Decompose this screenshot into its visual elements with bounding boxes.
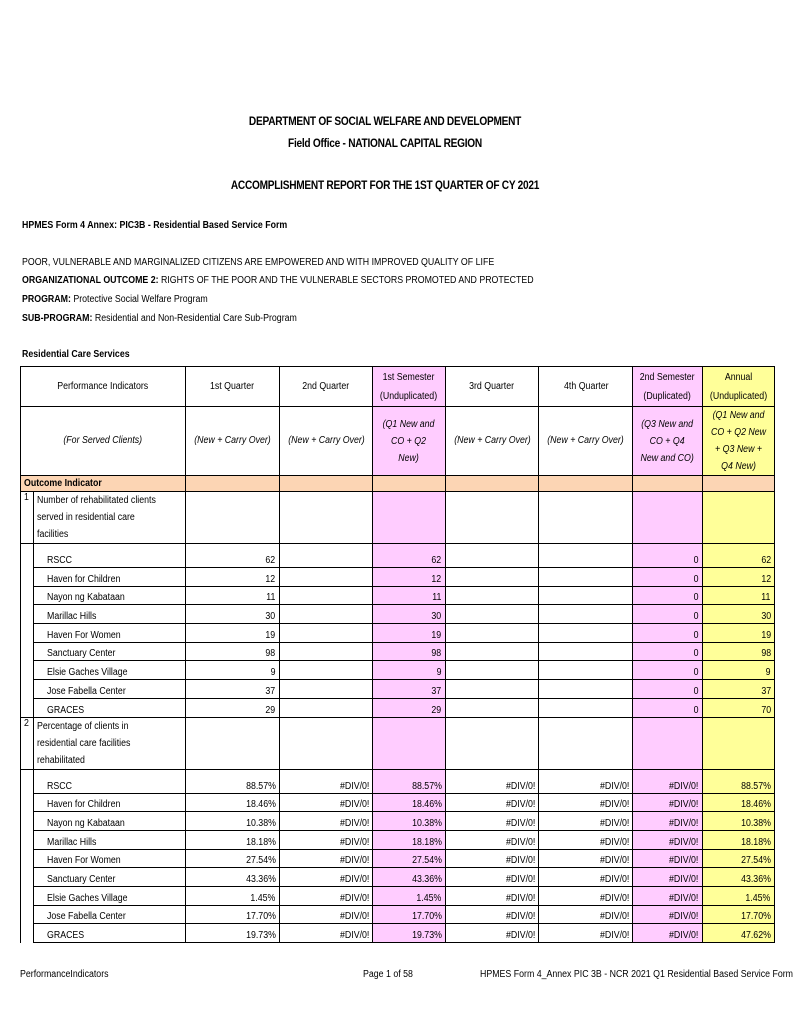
facility-name: Haven for Children	[33, 568, 185, 587]
program-label: PROGRAM:	[22, 294, 71, 305]
value-q3: #DIV/0!	[445, 886, 539, 905]
outcome-text: RIGHTS OF THE POOR AND THE VULNERABLE SECTORS PROMOTED AND PROTECTED	[161, 275, 534, 286]
row-spacer	[21, 698, 34, 717]
outcome-indicator-label: Outcome Indicator	[21, 476, 186, 492]
value-q4	[539, 586, 633, 605]
value-s1: 29	[373, 698, 445, 717]
value-s2: 0	[633, 642, 702, 661]
value-q2: #DIV/0!	[279, 849, 373, 868]
value-q3: #DIV/0!	[445, 812, 539, 831]
field-office-title: Field Office - NATIONAL CAPITAL REGION	[288, 138, 482, 150]
value-s2: #DIV/0!	[633, 793, 702, 812]
empty-cell	[445, 717, 539, 769]
value-q3: #DIV/0!	[445, 849, 539, 868]
value-q4: #DIV/0!	[539, 849, 633, 868]
empty-cell	[633, 476, 702, 492]
table-row	[21, 568, 775, 587]
row-spacer	[21, 568, 34, 587]
value-s1: 43.36%	[373, 868, 445, 887]
col-q4: 4th Quarter	[539, 367, 633, 407]
value-an: 98	[702, 642, 774, 661]
value-q2	[279, 698, 373, 717]
value-s2: #DIV/0!	[633, 830, 702, 849]
indicator-row	[21, 717, 775, 769]
value-q2	[279, 624, 373, 643]
value-q3	[445, 568, 539, 587]
table-row	[21, 680, 775, 699]
table-row	[21, 849, 775, 868]
value-an: 9	[702, 661, 774, 680]
sub-q2: (New + Carry Over)	[279, 407, 373, 476]
value-q3	[445, 586, 539, 605]
empty-cell	[539, 476, 633, 492]
value-an: 88.57%	[702, 769, 774, 793]
value-q2: #DIV/0!	[279, 793, 373, 812]
table-row	[21, 924, 775, 943]
value-s2: #DIV/0!	[633, 924, 702, 943]
table-row	[21, 624, 775, 643]
value-q1: 19	[185, 624, 279, 643]
value-q1: 1.45%	[185, 886, 279, 905]
value-an: 43.36%	[702, 868, 774, 887]
value-q3: #DIV/0!	[445, 868, 539, 887]
facility-name: Elsie Gaches Village	[33, 661, 185, 680]
indicator-number: 2	[21, 717, 34, 769]
facility-name: Jose Fabella Center	[33, 680, 185, 699]
value-s2: 0	[633, 698, 702, 717]
facility-name: RSCC	[33, 769, 185, 793]
value-an: 62	[702, 544, 774, 568]
value-q1: 18.46%	[185, 793, 279, 812]
value-s1: 88.57%	[373, 769, 445, 793]
value-q2: #DIV/0!	[279, 868, 373, 887]
value-s2: 0	[633, 568, 702, 587]
value-q3	[445, 680, 539, 699]
facility-name: Haven for Children	[33, 793, 185, 812]
outcome-indicator-row	[21, 476, 775, 492]
row-spacer	[21, 642, 34, 661]
row-spacer	[21, 830, 34, 849]
value-s2: 0	[633, 586, 702, 605]
header-row	[21, 367, 775, 407]
value-s2: 0	[633, 661, 702, 680]
table-row	[21, 642, 775, 661]
value-s1: 9	[373, 661, 445, 680]
table-row	[21, 544, 775, 568]
col-performance-indicators: Performance Indicators	[21, 367, 186, 407]
value-q2: #DIV/0!	[279, 924, 373, 943]
value-q2	[279, 568, 373, 587]
col-q1: 1st Quarter	[185, 367, 279, 407]
value-s1: 10.38%	[373, 812, 445, 831]
row-spacer	[21, 624, 34, 643]
value-an: 17.70%	[702, 905, 774, 924]
facility-name: RSCC	[33, 544, 185, 568]
sub-performance-indicators: (For Served Clients)	[21, 407, 186, 476]
value-q4	[539, 661, 633, 680]
value-s1: 30	[373, 605, 445, 624]
indicator-label: Number of rehabilitated clients served in residential care facilities	[33, 492, 185, 544]
value-q3: #DIV/0!	[445, 769, 539, 793]
value-s1: 12	[373, 568, 445, 587]
subprogram-text: Residential and Non-Residential Care Sub-Program	[94, 313, 297, 324]
table-row	[21, 868, 775, 887]
value-s2: #DIV/0!	[633, 812, 702, 831]
section-title: Residential Care Services	[22, 349, 130, 360]
col-s1: 1st Semester (Unduplicated)	[373, 367, 445, 407]
value-q2	[279, 544, 373, 568]
department-title: DEPARTMENT OF SOCIAL WELFARE AND DEVELOPMENT	[248, 116, 522, 128]
value-q4: #DIV/0!	[539, 924, 633, 943]
empty-cell	[279, 476, 373, 492]
value-q4: #DIV/0!	[539, 905, 633, 924]
row-spacer	[21, 680, 34, 699]
value-an: 12	[702, 568, 774, 587]
facility-name: Marillac Hills	[33, 830, 185, 849]
sub-s1: (Q1 New and CO + Q2 New)	[373, 407, 445, 476]
facility-name: Haven For Women	[33, 849, 185, 868]
value-s2: #DIV/0!	[633, 849, 702, 868]
sub-annual: (Q1 New and CO + Q2 New + Q3 New + Q4 New)	[702, 407, 774, 476]
footer-sheet-name: PerformanceIndicators	[20, 969, 109, 980]
value-q1: 11	[185, 586, 279, 605]
value-q3	[445, 698, 539, 717]
value-q2	[279, 586, 373, 605]
row-spacer	[21, 769, 34, 793]
empty-cell	[185, 717, 279, 769]
value-q1: 30	[185, 605, 279, 624]
empty-cell	[185, 492, 279, 544]
value-q4: #DIV/0!	[539, 886, 633, 905]
table-row	[21, 886, 775, 905]
value-q3: #DIV/0!	[445, 905, 539, 924]
table-row	[21, 769, 775, 793]
facility-name: Marillac Hills	[33, 605, 185, 624]
value-q1: 27.54%	[185, 849, 279, 868]
value-q4	[539, 624, 633, 643]
col-q2: 2nd Quarter	[279, 367, 373, 407]
value-s2: 0	[633, 624, 702, 643]
value-s1: 19.73%	[373, 924, 445, 943]
value-s1: 98	[373, 642, 445, 661]
value-q3	[445, 661, 539, 680]
empty-cell	[633, 717, 702, 769]
value-s2: 0	[633, 680, 702, 699]
empty-cell	[279, 492, 373, 544]
value-q3	[445, 544, 539, 568]
row-spacer	[21, 924, 34, 943]
value-s2: #DIV/0!	[633, 905, 702, 924]
row-spacer	[21, 544, 34, 568]
row-spacer	[21, 905, 34, 924]
table-row	[21, 793, 775, 812]
empty-cell	[373, 717, 445, 769]
footer-page-number: Page 1 of 58	[363, 969, 413, 980]
empty-cell	[445, 492, 539, 544]
empty-cell	[279, 717, 373, 769]
value-q1: 62	[185, 544, 279, 568]
footer-form-name: HPMES Form 4_Annex PIC 3B - NCR 2021 Q1 Residential Based Service Form	[480, 969, 793, 980]
value-s1: 1.45%	[373, 886, 445, 905]
empty-cell	[373, 492, 445, 544]
col-q3: 3rd Quarter	[445, 367, 539, 407]
value-q3	[445, 642, 539, 661]
value-an: 11	[702, 586, 774, 605]
value-an: 30	[702, 605, 774, 624]
value-an: 19	[702, 624, 774, 643]
sub-s2: (Q3 New and CO + Q4 New and CO)	[633, 407, 702, 476]
value-an: 10.38%	[702, 812, 774, 831]
value-q4: #DIV/0!	[539, 793, 633, 812]
col-s2: 2nd Semester (Duplicated)	[633, 367, 702, 407]
outcome-label: ORGANIZATIONAL OUTCOME 2:	[22, 275, 159, 286]
value-s1: 62	[373, 544, 445, 568]
value-q1: 10.38%	[185, 812, 279, 831]
value-an: 37	[702, 680, 774, 699]
value-an: 18.18%	[702, 830, 774, 849]
empty-cell	[185, 476, 279, 492]
value-q4	[539, 544, 633, 568]
facility-name: Haven For Women	[33, 624, 185, 643]
value-q2: #DIV/0!	[279, 905, 373, 924]
value-an: 1.45%	[702, 886, 774, 905]
value-q4	[539, 568, 633, 587]
sub-q4: (New + Carry Over)	[539, 407, 633, 476]
facility-name: GRACES	[33, 924, 185, 943]
empty-cell	[373, 476, 445, 492]
value-q2: #DIV/0!	[279, 812, 373, 831]
sub-program	[22, 313, 297, 324]
row-spacer	[21, 605, 34, 624]
program	[22, 294, 208, 305]
facility-name: Sanctuary Center	[33, 642, 185, 661]
value-an: 18.46%	[702, 793, 774, 812]
residential-care-table	[20, 366, 775, 943]
value-s1: 17.70%	[373, 905, 445, 924]
subprogram-label: SUB-PROGRAM:	[22, 313, 93, 324]
row-spacer	[21, 793, 34, 812]
sub-q3: (New + Carry Over)	[445, 407, 539, 476]
row-spacer	[21, 849, 34, 868]
value-s1: 11	[373, 586, 445, 605]
value-q1: 43.36%	[185, 868, 279, 887]
value-s2: #DIV/0!	[633, 886, 702, 905]
value-an: 27.54%	[702, 849, 774, 868]
facility-name: GRACES	[33, 698, 185, 717]
table-row	[21, 698, 775, 717]
value-s2: #DIV/0!	[633, 769, 702, 793]
row-spacer	[21, 812, 34, 831]
value-q3	[445, 605, 539, 624]
report-title: ACCOMPLISHMENT REPORT FOR THE 1ST QUARTER OF CY 2021	[230, 180, 540, 192]
value-s1: 18.46%	[373, 793, 445, 812]
value-q4	[539, 680, 633, 699]
value-q1: 29	[185, 698, 279, 717]
facility-name: Sanctuary Center	[33, 868, 185, 887]
value-q2	[279, 605, 373, 624]
value-q2	[279, 661, 373, 680]
value-s2: 0	[633, 605, 702, 624]
value-q3: #DIV/0!	[445, 924, 539, 943]
facility-name: Elsie Gaches Village	[33, 886, 185, 905]
value-q2	[279, 680, 373, 699]
table-row	[21, 812, 775, 831]
indicator-number: 1	[21, 492, 34, 544]
empty-cell	[702, 476, 774, 492]
sub-q1: (New + Carry Over)	[185, 407, 279, 476]
value-q4: #DIV/0!	[539, 868, 633, 887]
value-s1: 19	[373, 624, 445, 643]
value-q1: 18.18%	[185, 830, 279, 849]
value-q1: 98	[185, 642, 279, 661]
value-q1: 88.57%	[185, 769, 279, 793]
value-q4	[539, 698, 633, 717]
value-s1: 18.18%	[373, 830, 445, 849]
facility-name: Jose Fabella Center	[33, 905, 185, 924]
value-q4	[539, 605, 633, 624]
value-s2: #DIV/0!	[633, 868, 702, 887]
facility-name: Nayon ng Kabataan	[33, 812, 185, 831]
col-annual: Annual (Unduplicated)	[702, 367, 774, 407]
value-s2: 0	[633, 544, 702, 568]
table-row	[21, 586, 775, 605]
value-an: 70	[702, 698, 774, 717]
table-row	[21, 905, 775, 924]
form-name: HPMES Form 4 Annex: PIC3B - Residential Based Service Form	[22, 220, 288, 231]
table-row	[21, 830, 775, 849]
row-spacer	[21, 886, 34, 905]
program-text: Protective Social Welfare Program	[73, 294, 208, 305]
row-spacer	[21, 586, 34, 605]
value-an: 47.62%	[702, 924, 774, 943]
row-spacer	[21, 868, 34, 887]
value-q4: #DIV/0!	[539, 812, 633, 831]
empty-cell	[633, 492, 702, 544]
value-q4: #DIV/0!	[539, 769, 633, 793]
empty-cell	[702, 717, 774, 769]
indicator-label: Percentage of clients in residential care facilities rehabilitated	[33, 717, 185, 769]
row-spacer	[21, 661, 34, 680]
value-q3: #DIV/0!	[445, 830, 539, 849]
value-q2: #DIV/0!	[279, 769, 373, 793]
empty-cell	[445, 476, 539, 492]
indicator-row	[21, 492, 775, 544]
value-q3: #DIV/0!	[445, 793, 539, 812]
facility-name: Nayon ng Kabataan	[33, 586, 185, 605]
value-q4: #DIV/0!	[539, 830, 633, 849]
subheader-row	[21, 407, 775, 476]
empty-cell	[539, 492, 633, 544]
value-q2: #DIV/0!	[279, 830, 373, 849]
value-q1: 17.70%	[185, 905, 279, 924]
empty-cell	[702, 492, 774, 544]
value-q3	[445, 624, 539, 643]
value-q1: 9	[185, 661, 279, 680]
value-s1: 27.54%	[373, 849, 445, 868]
value-q1: 12	[185, 568, 279, 587]
goal-statement: POOR, VULNERABLE AND MARGINALIZED CITIZENS ARE EMPOWERED AND WITH IMPROVED QUALITY OF LIFE	[22, 257, 495, 268]
value-q2: #DIV/0!	[279, 886, 373, 905]
empty-cell	[539, 717, 633, 769]
value-q1: 37	[185, 680, 279, 699]
table-row	[21, 605, 775, 624]
value-q4	[539, 642, 633, 661]
value-q1: 19.73%	[185, 924, 279, 943]
value-q2	[279, 642, 373, 661]
organizational-outcome	[22, 275, 534, 286]
table-row	[21, 661, 775, 680]
value-s1: 37	[373, 680, 445, 699]
